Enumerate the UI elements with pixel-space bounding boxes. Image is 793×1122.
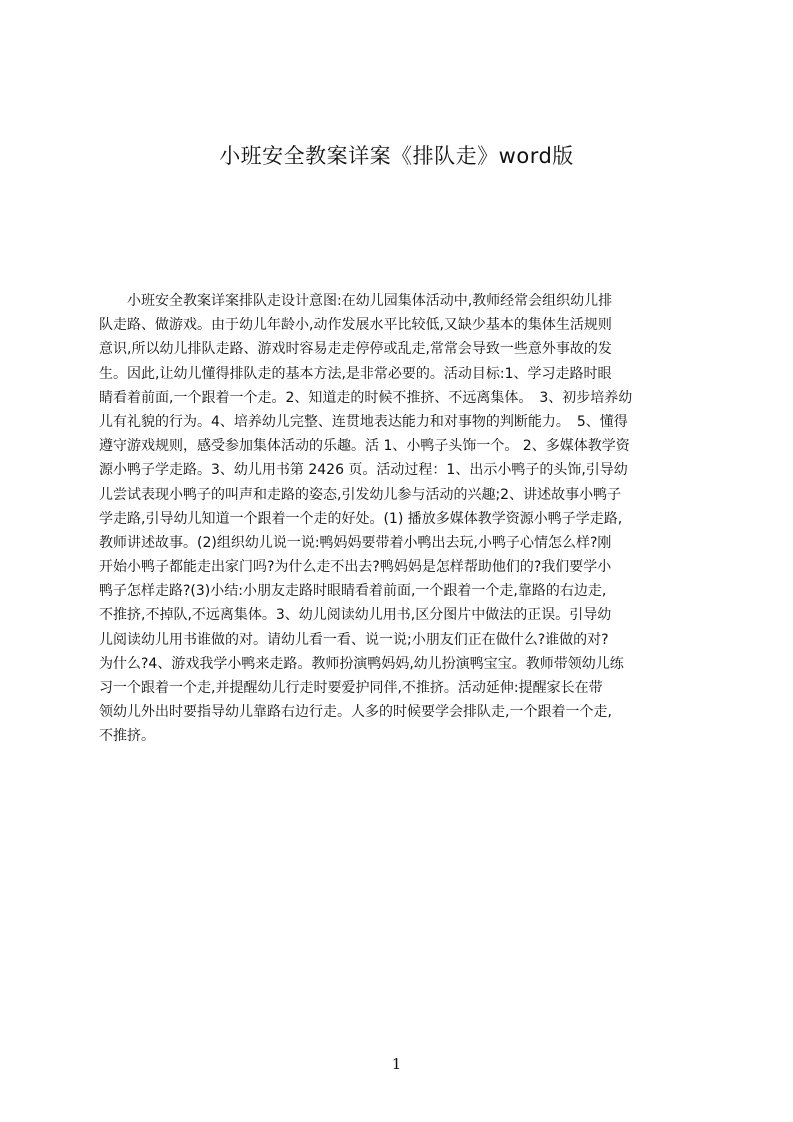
body-line: 习一个跟着一个走,并提醒幼儿行走时要爱护同伴,不推挤。活动延伸:提醒家长在带	[99, 680, 603, 696]
body-line: 鸭子怎样走路?(3)小结:小朋友走路时眼睛看着前面,一个跟着一个走,靠路的右边走,	[99, 583, 607, 600]
body-line: 儿尝试表现小鸭子的叫声和走路的姿态,引发幼儿参与活动的兴趣;2、讲述故事小鸭子	[99, 486, 622, 503]
body-line: 儿有礼貌的行为。4、培养幼儿完整、连贯地表达能力和对事物的判断能力。 5、懂得	[99, 413, 628, 430]
body-line: 学走路,引导幼儿知道一个跟着一个走的好处。(1) 播放多媒体教学资源小鸭子学走路,	[99, 510, 623, 527]
document-body	[99, 289, 699, 789]
page-number: 1	[391, 1055, 402, 1073]
body-line: 为什么?4、游戏我学小鸭来走路。教师扮演鸭妈妈,幼儿扮演鸭宝宝。教师带领幼儿练	[99, 655, 624, 672]
body-line: 生。因此,让幼儿懂得排队走的基本方法,是非常必要的。活动目标:1、学习走路时眼	[99, 365, 612, 382]
body-line: 源小鸭子学走路。3、幼儿用书第 2426 页。活动过程：1、出示小鸭子的头饰,引导幼	[99, 462, 628, 479]
body-line: 不推挤,不掉队,不远离集体。3、幼儿阅读幼儿用书,区分图片中做法的正误。引导幼	[99, 607, 612, 624]
body-line: 开始小鸭子都能走出家门吗?为什么走不出去?鸭妈妈是怎样帮助他们的?我们要学小	[99, 559, 612, 576]
body-line: 意识,所以幼儿排队走路、游戏时容易走走停停或乱走,常常会导致一些意外事故的发	[99, 341, 612, 358]
body-line: 队走路、做游戏。由于幼儿年龄小,动作发展水平比较低,又缺少基本的集体生活规则	[99, 317, 612, 334]
body-line: 儿阅读幼儿用书谁做的对。请幼儿看一看、说一说;小朋友们正在做什么?谁做的对?	[99, 631, 609, 648]
body-line: 不推挤。	[99, 728, 155, 745]
body-line: 教师讲述故事。(2)组织幼儿说一说:鸭妈妈要带着小鸭出去玩,小鸭子心情怎么样?刚	[99, 534, 612, 551]
body-line: 领幼儿外出时要指导幼儿靠路右边行走。人多的时候要学会排队走,一个跟着一个走,	[99, 704, 612, 721]
document-title: 小班安全教案详案《排队走》word版	[219, 144, 574, 168]
body-line: 睛看着前面,一个跟着一个走。2、知道走的时候不推挤、不远离集体。 3、初步培养幼	[99, 389, 633, 406]
body-line: 小班安全教案详案排队走设计意图:在幼儿园集体活动中,教师经常会组织幼儿排	[99, 293, 613, 309]
body-line: 遵守游戏规则，感受参加集体活动的乐趣。活 1、小鸭子头饰一个。 2、多媒体教学资	[99, 438, 630, 455]
